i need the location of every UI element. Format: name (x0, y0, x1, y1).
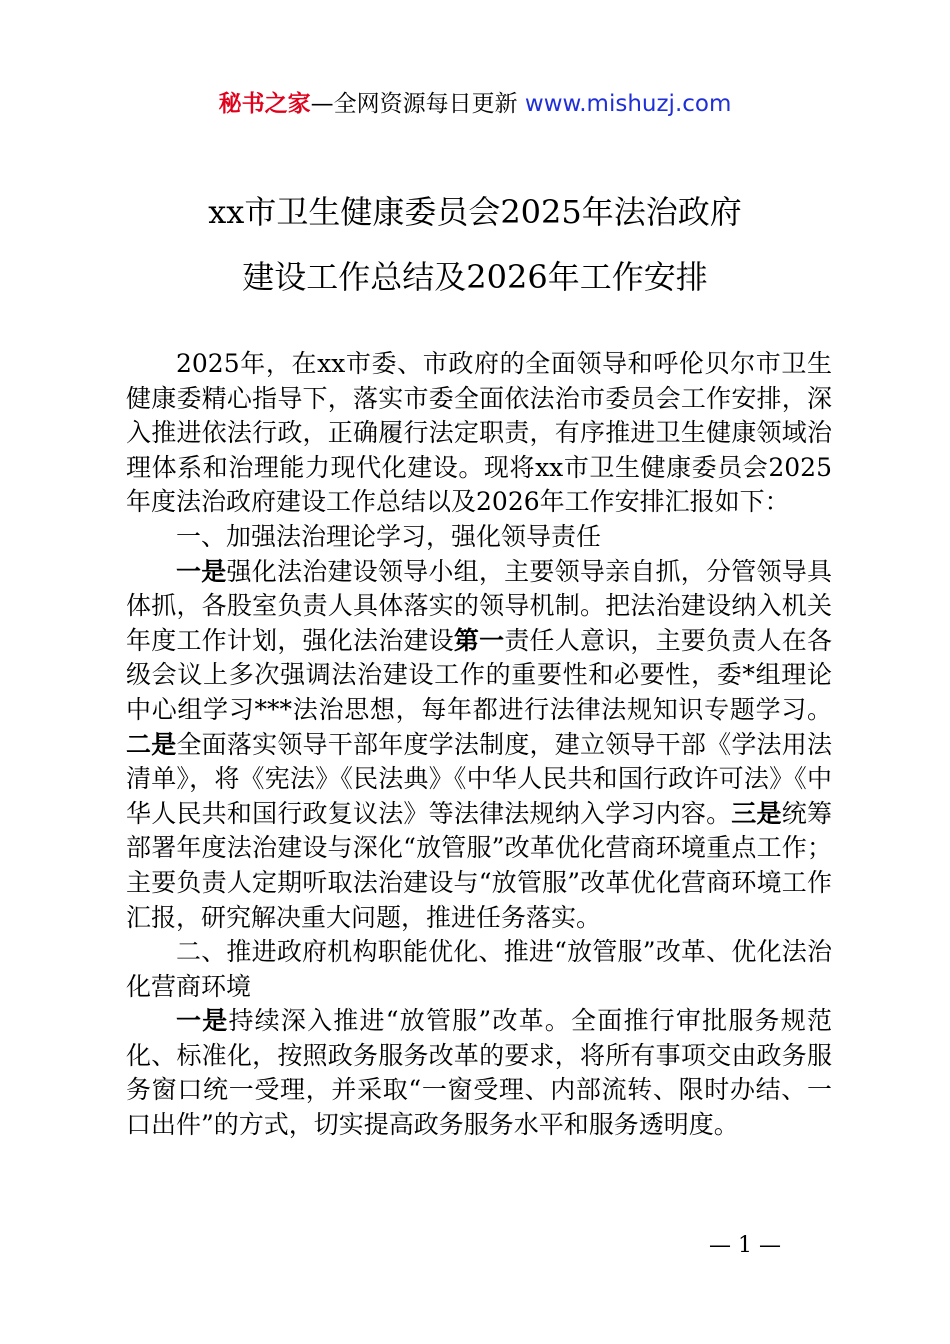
page-number: — 1 — (709, 1233, 781, 1258)
section-1-paragraph (126, 555, 832, 936)
intro-paragraph: 2025年，在xx市委、市政府的全面领导和呼伦贝尔市卫生健康委精心指导下，落实市委全面依法治市委员会工作安排，深入推进依法行政，正确履行法定职责，有序推进卫生健康领域治理体系和治理能力现代化建设。现将xx市卫生健康委员会2025年度法治政府建设工作总结以及2026年工作安排汇报如下： (126, 349, 832, 517)
banner-tagline: —全网资源每日更新 (310, 91, 525, 117)
paragraph-text: 责任人意识，主要负责人在各级会议上多次强调法治建设工作的重要性和必要性，委*组理论中心组学习***法治思想，每年都进行法律法规知识专题学习。 (126, 625, 832, 724)
document-title-line-2: 建设工作总结及2026年工作安排 (242, 258, 708, 296)
document-title-line-1: xx市卫生健康委员会2025年法治政府 (208, 193, 742, 231)
paragraph-text: 强化法治建设领导小组，主要领导亲自抓，分管领导具体抓，各股室负责人具体落实的领导机制。把法治建设纳入机关年度工作计划，强化法治建设 (126, 556, 832, 655)
paragraph-text: 持续深入推进“放管服”改革。全面推行审批服务规范化、标准化，按照政务服务改革的要求，将所有事项交由政务服务窗口统一受理，并采取“一窗受理、内部流转、限时办结、一口出件”的方式，切实提高政务服务水平和服务透明度。 (126, 1006, 832, 1140)
paragraph-text: 全面落实领导干部年度学法制度，建立领导干部《学法用法清单》，将《宪法》《民法典》《中华人民共和国行政许可法》《中华人民共和国行政复议法》等法律法规纳入学习内容。 (126, 729, 832, 828)
banner-url-link[interactable]: www.mishuzj.com (524, 91, 732, 117)
site-banner (0, 88, 950, 120)
section-heading-2: 二、推进政府机构职能优化、推进“放管服”改革、优化法治化营商环境 (126, 937, 832, 1001)
section-2-paragraph (126, 1004, 832, 1142)
bold-marker: 二是 (126, 729, 177, 759)
bold-marker: 三是 (731, 798, 782, 828)
section-heading-1: 一、加强法治理论学习，强化领导责任 (176, 521, 602, 551)
banner-brand: 秘书之家 (218, 91, 311, 117)
bold-marker: 一是 (176, 1006, 229, 1036)
bold-marker: 第一 (453, 625, 505, 655)
document-body (126, 347, 832, 1143)
bold-marker: 一是 (176, 556, 227, 586)
paragraph-text: 统筹部署年度法治建设与深化“放管服”改革优化营商环境重点工作；主要负责人定期听取法治建设与“放管服”改革优化营商环境工作汇报，研究解决重大问题，推进任务落实。 (126, 798, 832, 932)
